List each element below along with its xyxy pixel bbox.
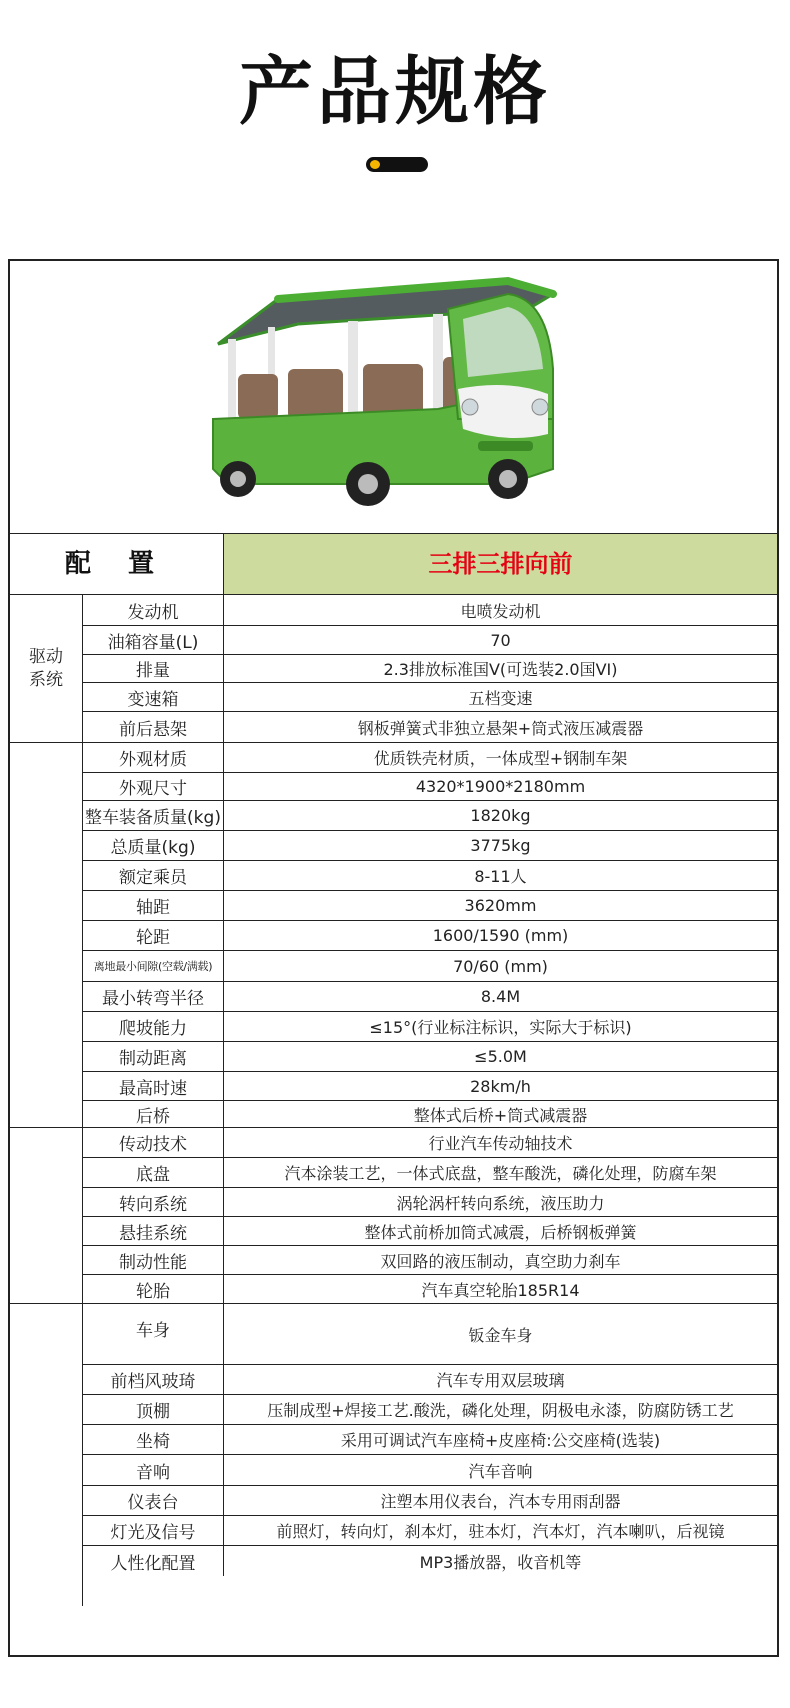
config-label: 配 置 [10,534,224,594]
spec-key: 制动距离 [83,1042,224,1071]
spec-key: 额定乘员 [83,861,224,890]
spec-key: 整车装备质量(kg) [83,801,224,830]
spec-key: 传动技术 [83,1128,224,1157]
spec-key: 前后悬架 [83,712,224,742]
spec-row-track [83,921,777,951]
spec-row-turning-radius [83,982,777,1012]
spec-value: 汽车音响 [468,1461,533,1481]
spec-row-tires [83,1275,777,1304]
spec-value: 涡轮涡杆转向系统，液压助力 [396,1193,605,1213]
spec-key: 转向系统 [83,1188,224,1216]
spec-row-suspension-system [83,1217,777,1246]
spec-row-body-shell [83,1304,777,1365]
spec-value: 采用可调试汽车座椅+皮座椅:公交座椅(选装) [340,1431,661,1450]
vehicle-image [208,269,588,519]
spec-row-lights-signals [83,1516,777,1546]
spec-key: 顶棚 [83,1395,224,1424]
spec-value: 28km/h [470,1076,531,1096]
spec-key: 变速箱 [83,683,224,711]
config-row [10,533,777,595]
spec-value: 3775kg [470,836,531,855]
category-drive-system: 驱动 系统 [10,595,83,743]
spec-value: 压制成型+焊接工艺.酸洗，磷化处理，阴极电永漆，防腐防锈工艺 [267,1401,734,1420]
spec-value: 70 [490,630,511,650]
spec-row-transmission [83,1128,777,1158]
spec-value: 五档变速 [468,688,533,708]
spec-key: 前档风玻琦 [83,1365,224,1394]
spec-key: 人性化配置 [83,1546,224,1576]
spec-value: 汽车真空轮胎185R14 [421,1280,580,1300]
spec-row-displacement [83,655,777,683]
spec-row-body-material [83,743,777,773]
spec-value: 8.4M [480,987,521,1006]
spec-key: 最小转弯半径 [83,982,224,1011]
spec-value: 整体式前桥加筒式减震，后桥钢板弹簧 [364,1222,637,1242]
spec-key: 最高时速 [83,1072,224,1100]
spec-row-curb-weight [83,801,777,831]
category-equipment [10,1304,83,1606]
spec-key: 爬坡能力 [83,1012,224,1041]
spec-key: 后桥 [83,1101,224,1127]
spec-value: ≤15°(行业标注标识，实际大于标识) [369,1018,632,1037]
spec-value: 8-11人 [474,867,527,886]
spec-value: 电喷发动机 [460,601,541,621]
spec-value: 注塑本用仪表台，汽本专用雨刮器 [380,1492,621,1511]
spec-row-brake-performance [83,1246,777,1275]
spec-row-fuel-tank [83,626,777,655]
spec-row-roof [83,1395,777,1425]
spec-value: 70/60 (mm) [453,956,548,976]
spec-row-windshield [83,1365,777,1395]
spec-key: 音响 [83,1455,224,1485]
spec-value: 行业汽车传动轴技术 [428,1134,573,1153]
spec-row-max-speed [83,1072,777,1101]
spec-value: 汽车专用双层玻璃 [436,1371,565,1390]
spec-value: 汽本涂装工艺，一体式底盘，整车酸洗，磷化处理，防腐车架 [284,1164,717,1183]
spec-row-comfort-config [83,1546,777,1606]
title-accent-dot [370,160,380,169]
spec-row-dimensions [83,773,777,801]
spec-key: 轮胎 [83,1275,224,1303]
spec-key: 坐椅 [83,1425,224,1454]
title-underline-bar [366,157,428,172]
spec-row-gearbox [83,683,777,712]
spec-key: 轴距 [83,891,224,920]
spec-key: 外观材质 [83,743,224,772]
page-title: 产品规格 [239,49,551,135]
spec-value: 1600/1590 (mm) [432,926,569,945]
spec-row-seats [83,1425,777,1455]
spec-key: 制动性能 [83,1246,224,1274]
spec-row-steering [83,1188,777,1217]
spec-key: 底盘 [83,1158,224,1187]
spec-row-dashboard [83,1486,777,1516]
category-body [10,743,83,1128]
spec-value: 钢板弹簧式非独立悬架+筒式液压减震器 [357,718,644,738]
spec-value: 1820kg [470,806,531,825]
spec-key: 发动机 [83,595,224,625]
category-chassis [10,1128,83,1304]
spec-table [8,259,779,1657]
spec-row-engine [83,595,777,626]
spec-row-gross-weight [83,831,777,861]
spec-key: 离地最小间隙(空载/满载) [83,951,224,981]
spec-value: 4320*1900*2180mm [415,777,586,796]
spec-value: MP3播放器，收音机等 [419,1552,582,1572]
spec-value: 3620mm [464,896,537,915]
spec-key: 车身 [83,1304,224,1364]
spec-row-chassis [83,1158,777,1188]
spec-key: 灯光及信号 [83,1516,224,1545]
spec-key: 排量 [83,655,224,682]
spec-value: 钣金车身 [468,1325,533,1345]
spec-row-ground-clearance [83,951,777,982]
spec-key: 悬挂系统 [83,1217,224,1245]
spec-row-wheelbase [83,891,777,921]
spec-row-suspension [83,712,777,743]
spec-value: 2.3排放标准国V(可选装2.0国VI) [383,660,618,679]
spec-value: 前照灯，转向灯，刹本灯，驻本灯，汽本灯，汽本喇叭，后视镜 [276,1522,725,1541]
spec-row-audio [83,1455,777,1486]
spec-value: 整体式后桥+筒式减震器 [413,1105,588,1125]
spec-value: ≤5.0M [474,1047,527,1066]
spec-key: 油箱容量(L) [83,626,224,654]
spec-key: 仪表台 [83,1486,224,1515]
spec-key: 外观尺寸 [83,773,224,800]
spec-row-climbing [83,1012,777,1042]
spec-key: 轮距 [83,921,224,950]
spec-key: 总质量(kg) [83,831,224,860]
spec-row-passengers [83,861,777,891]
product-photo-area [10,261,777,533]
spec-row-braking-distance [83,1042,777,1072]
spec-value: 优质铁壳材质，一体成型+钢制车架 [373,749,628,768]
spec-value: 双回路的液压制动，真空助力刹车 [380,1251,621,1271]
spec-row-rear-axle [83,1101,777,1128]
config-value: 三排三排向前 [224,534,777,594]
